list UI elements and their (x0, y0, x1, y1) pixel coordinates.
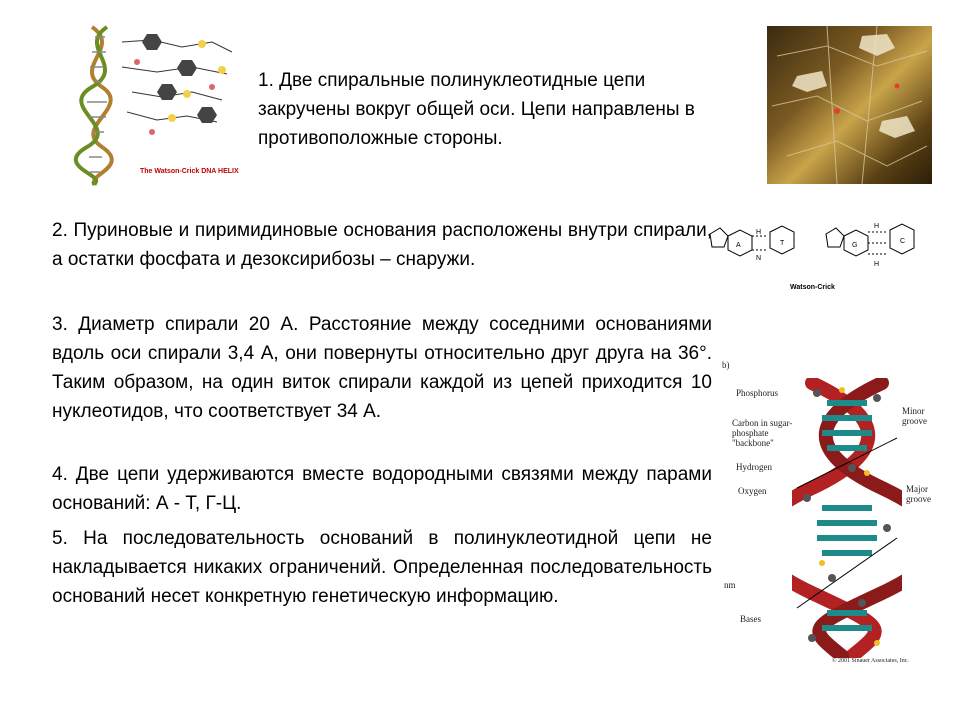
dna-model-photo (767, 26, 932, 184)
helix-label-nm: nm (724, 580, 736, 590)
watson-crick-helix-drawing (62, 22, 262, 188)
paragraph-2: 2. Пуриновые и пиримидиновые основания расположены внутри спирали, а остатки фосфата и дезоксирибозы – снаружи. (52, 220, 712, 270)
base-pair-structures-drawing (698, 214, 938, 284)
svg-text:C: C (900, 238, 906, 245)
svg-text:T: T (780, 240, 785, 247)
watson-crick-helix-figure (62, 22, 262, 188)
svg-text:H: H (874, 223, 880, 230)
paragraph-1: 1. Две спиральные полинуклеотидные цепи закручены вокруг общей оси. Цепи направлены в противоположные стороны. (258, 70, 695, 149)
dna-model-photo-drawing (767, 26, 932, 184)
helix-label-hydrogen: Hydrogen (736, 462, 772, 472)
svg-text:G: G (852, 242, 858, 249)
svg-text:A: A (736, 242, 741, 249)
paragraph-5: 5. На последовательность оснований в полинуклеотидной цепи не накладывается никаких ограничений. Определенная последовательность оснований несет конкретную генетическую информацию. (52, 528, 712, 607)
helix-copyright: © 2001 Sinauer Associates, Inc. (832, 658, 909, 664)
helix-label-major-groove: Major groove (906, 484, 931, 504)
helix-label-carbon: Carbon in sugar-phosphate "backbone" (732, 418, 793, 448)
svg-text:H: H (756, 229, 762, 236)
base-pair-structures (698, 214, 938, 298)
helix-label-phosphorus: Phosphorus (736, 388, 779, 398)
svg-text:H: H (874, 261, 880, 268)
watson-crick-caption: The Watson-Crick DNA HELIX (140, 168, 239, 175)
paragraph-4: 4. Две цепи удерживаются вместе водородными связями между парами оснований: А - Т, Г-Ц. (52, 464, 712, 514)
paragraph-3: 3. Диаметр спирали 20 А. Расстояние между соседними основаниями вдоль оси спирали 3,4 А, они повернуты относительно друг друга на 36°. Таким образом, на один виток спирали каждой из цепей приходится 10 нуклеотидов, что соответствует 34 А. (52, 314, 712, 422)
helix-label-oxygen: Oxygen (738, 486, 767, 496)
svg-text:N: N (756, 255, 762, 262)
base-pair-caption: Watson-Crick (790, 284, 835, 291)
helix-drawing (792, 378, 902, 658)
helix-label-bases: Bases (740, 614, 761, 624)
helix-label-minor-groove: Minor groove (902, 406, 927, 426)
dna-helix-figure (722, 358, 948, 672)
helix-panel-letter: b) (722, 360, 730, 370)
